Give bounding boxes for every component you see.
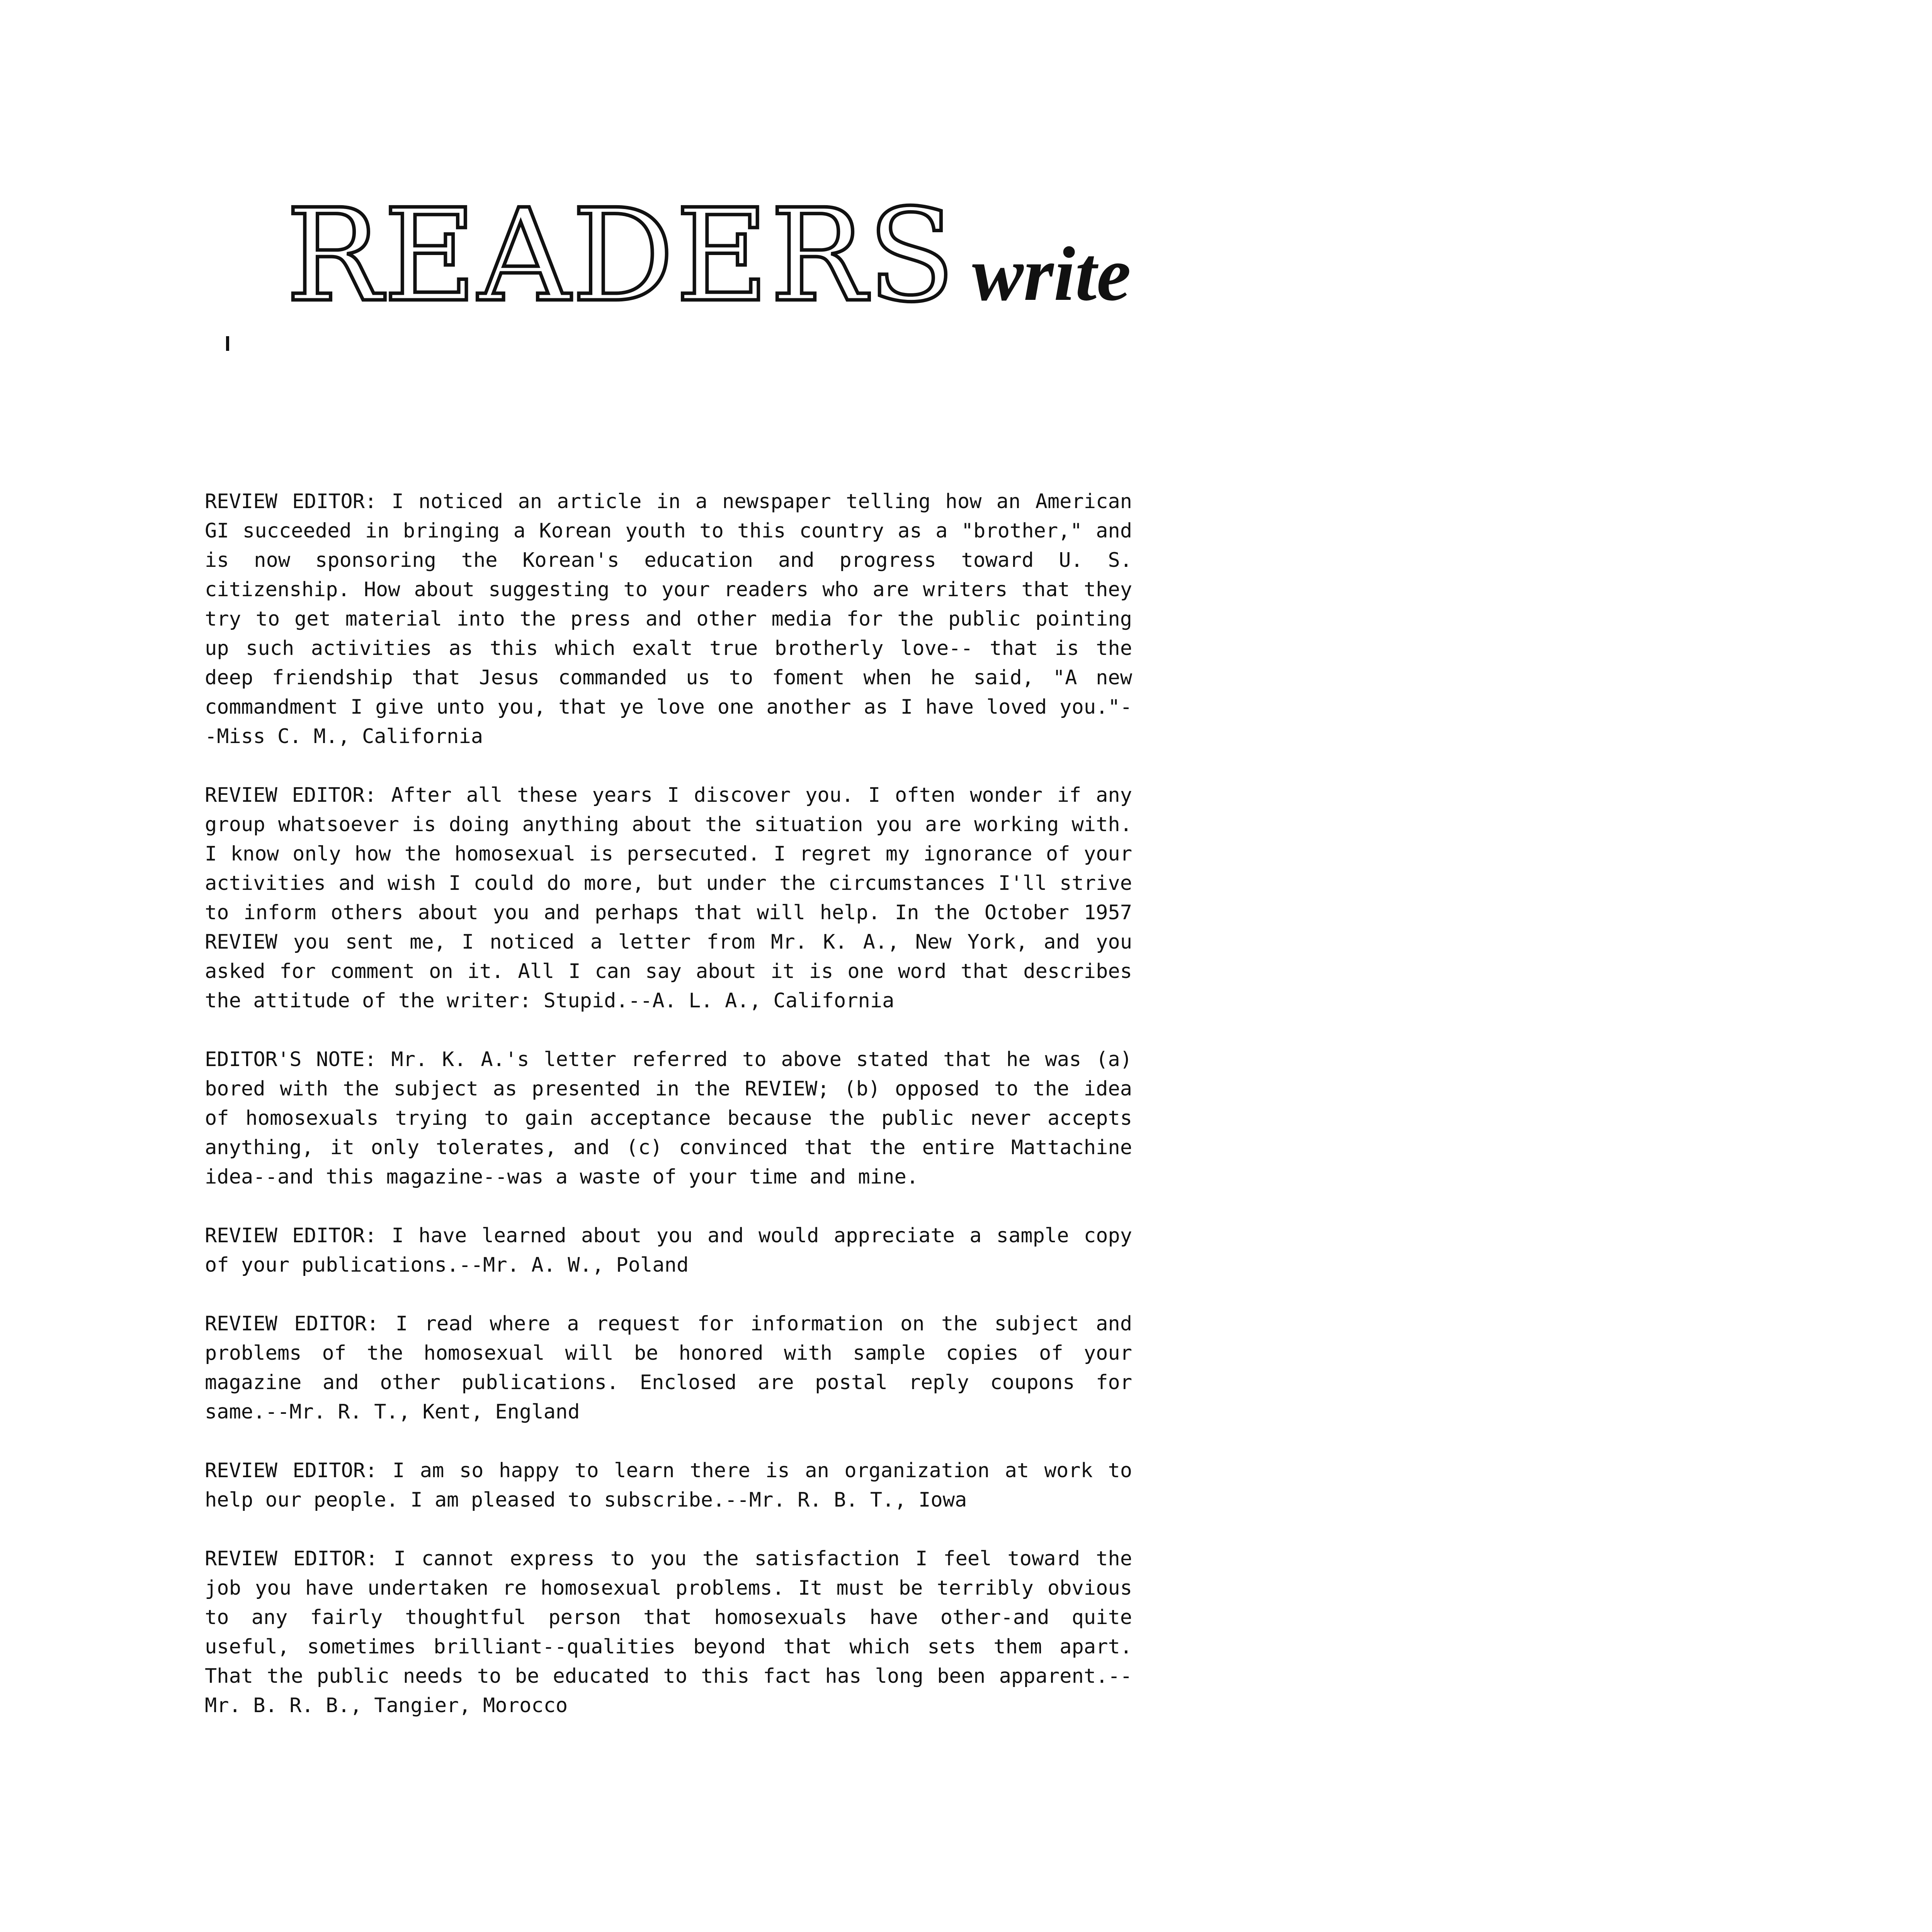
letter-text: REVIEW EDITOR: I noticed an article in a newspaper telling how an American GI succeeded in bringing a Korean youth to this country as a "brother," and is now sponsoring the Korean's education and progress toward U. S. citizenship. How about suggesting to your readers who are writers that they try to get material into the press and other media for the public pointing up such activities as this which exalt true brotherly love-- that is the deep friendship that Jesus commanded us to foment when he said, "A new commandment I give unto you, that ye love one another as I have loved you."--Miss C. M., California — [205, 490, 1132, 748]
letter-rt — [205, 1309, 1132, 1427]
letter-text: REVIEW EDITOR: I have learned about you and would appreciate a sample copy of your publications.--Mr. A. W., Poland — [205, 1224, 1132, 1277]
letter-aw — [205, 1221, 1132, 1280]
masthead-script-word: write — [972, 231, 1131, 317]
masthead-title: READERS — [286, 182, 957, 330]
letter-text: REVIEW EDITOR: After all these years I discover you. I often wonder if any group whatsoever is doing anything about the situation you are working with. I know only how the homosexual is persecuted. I regret my ignorance of your activities and wish I could do more, but under the circumstances I'll strive to inform others about you and perhaps that will help. In the October 1957 REVIEW you sent me, I noticed a letter from Mr. K. A., New York, and you asked for comment on it. All I can say about it is one word that describes the attitude of the writer: Stupid.--A. L. A., California — [205, 784, 1132, 1012]
stray-print-mark — [226, 336, 229, 351]
letter-brb — [205, 1544, 1132, 1720]
left-letters-column — [205, 487, 1132, 1750]
letter-ala — [205, 781, 1132, 1015]
letter-text: REVIEW EDITOR: I cannot express to you the satisfaction I feel toward the job you have undertaken re homosexual problems. It must be terribly obvious to any fairly thoughtful person that homosexuals have other-and quite useful, sometimes brilliant--qualities beyond that which sets them apart. That the public needs to be educated to this fact has long been apparent.-- Mr. B. R. B., Tangier, Morocco — [205, 1547, 1132, 1717]
right-page — [1217, 0, 1932, 1932]
letter-miss-cm — [205, 487, 1132, 751]
letter-text: REVIEW EDITOR: I read where a request for information on the subject and problems of the homosexual will be honored with sample copies of your magazine and other publications. Enclosed are postal reply coupons for same.--Mr. R. T., Kent, England — [205, 1312, 1132, 1423]
editors-note-ka — [205, 1045, 1132, 1192]
letter-rbt — [205, 1456, 1132, 1515]
letter-text: REVIEW EDITOR: I am so happy to learn there is an organization at work to help our people. I am pleased to subscribe.--Mr. R. B. T., Iowa — [205, 1459, 1132, 1512]
editors-note-text: EDITOR'S NOTE: Mr. K. A.'s letter referred to above stated that he was (a) bored with the subject as presented in the REVIEW; (b) opposed to the idea of homosexuals trying to gain acceptance because the public never accepts anything, it only tolerates, and (c) convinced that the entire Mattachine idea--and this magazine--was a waste of your time and mine. — [205, 1048, 1132, 1189]
section-masthead — [286, 182, 1131, 330]
